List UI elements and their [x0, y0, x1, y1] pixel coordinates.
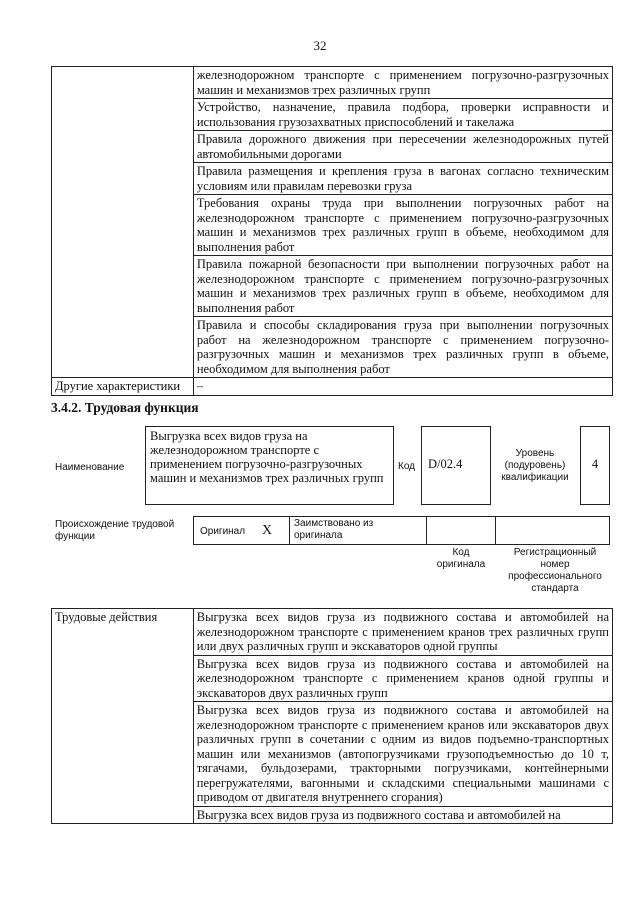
divider — [426, 516, 427, 545]
original-mark: X — [262, 523, 273, 538]
code-label: Код — [398, 461, 416, 472]
labor-actions-label: Трудовые действия — [52, 609, 194, 824]
origin-label: Происхождение трудовой функции — [55, 519, 175, 542]
table-row — [52, 378, 613, 396]
function-name-value: Выгрузка всех видов груза на железнодорожном транспорте с применением погрузочно-разгрузочных машин и механизмов трех различных групп — [150, 429, 384, 485]
level-value: 4 — [591, 457, 599, 471]
labor-action-item: Выгрузка всех видов груза из подвижного состава и автомобилей на железнодорожном транспорте с применением кранов трех различных групп или двух различных групп и экскаваторов одной группы — [193, 609, 612, 656]
table-row — [52, 609, 613, 656]
labor-action-item: Выгрузка всех видов груза из подвижного состава и автомобилей на — [193, 806, 612, 824]
function-name-box — [145, 426, 394, 505]
name-label: Наименование — [55, 462, 125, 473]
labor-action-item: Выгрузка всех видов груза из подвижного состава и автомобилей на железнодорожном транспорте с применением кранов или экскаваторов двух различных групп в сочетании с одним из видов подъемно-транспортных машин или механизмов (автопогрузчиками грузоподъемностью до 10 т, тягачами, бульдозерами, тракторными погрузчиками, контейнерными перегружателями, вагонными и складскими специальными машинами с приводом от двигателя внутреннего сгорания) — [193, 702, 612, 807]
original-label: Оригинал — [200, 526, 246, 537]
registration-number-caption: Регистрационный номер профессионального стандарта — [508, 547, 602, 594]
labor-actions-table — [51, 608, 613, 824]
knowledge-item: Правила размещения и крепления груза в вагонах согласно техническим условиям или правилам перевозки груза — [193, 163, 612, 195]
knowledge-table — [51, 66, 613, 396]
table-row — [52, 67, 613, 99]
divider — [495, 516, 496, 545]
page-number: 32 — [313, 38, 327, 53]
labor-action-item: Выгрузка всех видов груза из подвижного состава и автомобилей на железнодорожном транспорте с применением кранов одной группы и экскаваторов двух различных групп — [193, 655, 612, 702]
knowledge-item: Правила и способы складирования груза при выполнении погрузочных работ на железнодорожном транспорте с применением погрузочно-разгрузочных машин и механизмов трех различных групп в объеме, необходимом для выполнения работ — [193, 317, 612, 378]
knowledge-item: Правила пожарной безопасности при выполнении погрузочных работ на железнодорожном транспорте с применением погрузочно-разгрузочных машин и механизмов трех различных групп в объеме, необходимом для выполнения работ — [193, 256, 612, 317]
knowledge-item: Правила дорожного движения при пересечении железнодорожных путей автомобильными дорогами — [193, 131, 612, 163]
knowledge-item: железнодорожном транспорте с применением погрузочно-разгрузочных машин и механизмов трех различных групп — [193, 67, 612, 99]
other-characteristics-label: Другие характеристики — [52, 378, 194, 396]
section-heading: 3.4.2. Трудовая функция — [51, 400, 199, 415]
knowledge-item: Требования охраны труда при выполнении погрузочных работ на железнодорожном транспорте с применением погрузочно-разгрузочных машин и механизмов трех различных групп в объеме, необходимом для выполнения работ — [193, 195, 612, 256]
code-box — [421, 426, 491, 505]
knowledge-item: Устройство, назначение, правила подбора, проверки исправности и использования грузозахватных приспособлений и такелажа — [193, 99, 612, 131]
knowledge-label-cell — [52, 67, 194, 378]
code-original-caption: Код оригинала — [436, 547, 486, 570]
level-box — [580, 426, 610, 505]
other-characteristics-value: – — [193, 378, 612, 396]
borrowed-label: Заимствовано из оригинала — [294, 518, 374, 541]
code-value: D/02.4 — [428, 457, 463, 471]
divider — [289, 516, 290, 545]
level-label: Уровень (подуровень) квалификации — [501, 448, 569, 483]
